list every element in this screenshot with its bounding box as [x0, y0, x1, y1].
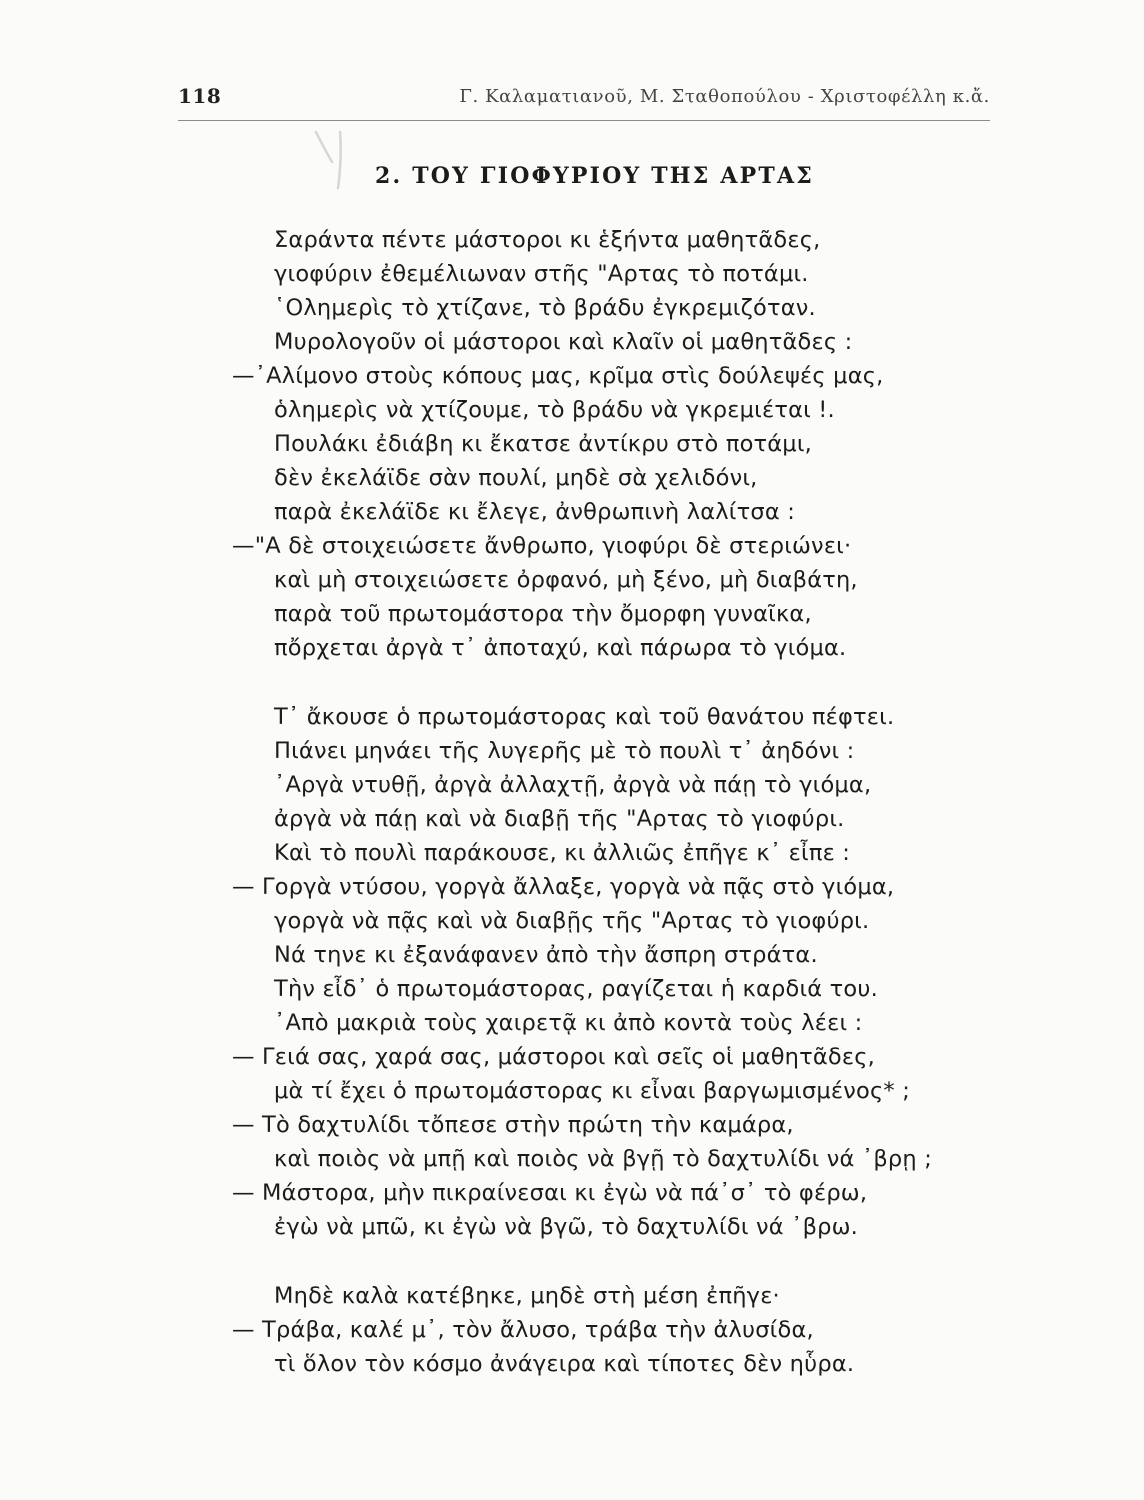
verse-line-15: Πιάνει μηνάει τῆς λυγερῆς μὲ τὸ πουλὶ τ᾽ ἀηδόνι : [274, 738, 855, 764]
verse-line-20: γοργὰ νὰ πᾷς καὶ νὰ διαβῇς τῆς "Αρτας τὸ γιοφύρι. [274, 908, 870, 934]
verse-line-21: Νά τηνε κι ἐξανάφανεν ἀπὸ τὴν ἄσπρη στράτα. [274, 942, 818, 968]
page-number: 118 [178, 84, 222, 108]
verse-line-26: — Τὸ δαχτυλίδι τὄπεσε στὴν πρώτη τὴν καμάρα, [232, 1112, 794, 1138]
verse-line-4: Μυρολογοῦν οἱ μάστοροι καὶ κλαῖν οἱ μαθητᾶδες : [274, 329, 853, 355]
verse-line-31: — Τράβα, καλέ μ᾽, τὸν ἄλυσο, τράβα τὴν ἀλυσίδα, [232, 1317, 814, 1343]
verse-line-32: τὶ ὅλον τὸν κόσμο ἀνάγειρα καὶ τίποτες δὲν ηὗρα. [274, 1351, 855, 1377]
verse-line-1: Σαράντα πέντε μάστοροι κι ἑξήντα μαθητᾶδες, [274, 227, 821, 253]
header-rule [178, 120, 990, 121]
verse-line-6: ὁλημερὶς νὰ χτίζουμε, τὸ βράδυ νὰ γκρεμιέται !. [274, 397, 835, 423]
poem-title: 2. ΤΟΥ ΓΙΟΦΥΡΙΟΥ ΤΗΣ ΑΡΤΑΣ [375, 163, 815, 189]
verse-line-17: ἀργὰ νὰ πάῃ καὶ νὰ διαβῇ τῆς "Αρτας τὸ γιοφύρι. [274, 806, 845, 832]
verse-line-25: μὰ τί ἔχει ὁ πρωτομάστορας κι εἶναι βαργωμισμένος* ; [274, 1078, 910, 1104]
verse-line-27: καὶ ποιὸς νὰ μπῇ καὶ ποιὸς νὰ βγῇ τὸ δαχτυλίδι νά ᾽βρῃ ; [274, 1146, 932, 1172]
verse-line-10: —"Α δὲ στοιχειώσετε ἄνθρωπο, γιοφύρι δὲ στεριώνει· [232, 533, 852, 559]
verse-line-2: γιοφύριν ἐθεμέλιωναν στῆς "Αρτας τὸ ποτάμι. [274, 261, 809, 287]
running-head: Γ. Καλαματιανοῦ, Μ. Σταθοπούλου - Χριστοφέλλη κ.ἄ. [459, 86, 990, 107]
verse-line-5: —᾽Αλίμονο στοὺς κόπους μας, κρῖμα στὶς δούλεψές μας, [232, 363, 884, 389]
verse-line-22: Τὴν εἶδ᾽ ὁ πρωτομάστορας, ραγίζεται ἡ καρδιά του. [274, 976, 878, 1002]
verse-line-18: Καὶ τὸ πουλὶ παράκουσε, κι ἀλλιῶς ἐπῆγε κ᾽ εἶπε : [274, 840, 851, 866]
verse-line-3: ῾Ολημερὶς τὸ χτίζανε, τὸ βράδυ ἐγκρεμιζόταν. [274, 295, 816, 321]
verse-line-14: Τ᾽ ἄκουσε ὁ πρωτομάστορας καὶ τοῦ θανάτου πέφτει. [274, 704, 895, 730]
verse-line-16: ᾽Αργὰ ντυθῇ, ἀργὰ ἀλλαχτῇ, ἀργὰ νὰ πάῃ τὸ γιόμα, [274, 772, 872, 798]
verse-line-7: Πουλάκι ἐδιάβη κι ἔκατσε ἀντίκρυ στὸ ποτάμι, [274, 431, 812, 457]
verse-line-13: πὄρχεται ἀργὰ τ᾽ ἀποταχύ, καὶ πάρωρα τὸ γιόμα. [274, 635, 847, 661]
verse-line-12: παρὰ τοῦ πρωτομάστορα τὴν ὄμορφη γυναῖκα, [274, 601, 812, 627]
verse-line-29: ἐγὼ νὰ μπῶ, κι ἐγὼ νὰ βγῶ, τὸ δαχτυλίδι νά ᾽βρω. [274, 1214, 859, 1240]
pencil-mark-icon [310, 128, 350, 198]
verse-line-9: παρὰ ἐκελάϊδε κι ἔλεγε, ἀνθρωπινὴ λαλίτσα : [274, 499, 795, 525]
page-header [178, 84, 990, 112]
verse-line-30: Μηδὲ καλὰ κατέβηκε, μηδὲ στὴ μέση ἐπῆγε· [274, 1283, 780, 1309]
verse-line-8: δὲν ἐκελάϊδε σὰν πουλί, μηδὲ σὰ χελιδόνι, [274, 465, 758, 491]
verse-line-28: — Μάστορα, μὴν πικραίνεσαι κι ἐγὼ νὰ πά᾽σ᾽ τὸ φέρω, [232, 1180, 868, 1206]
verse-line-11: καὶ μὴ στοιχειώσετε ὀρφανό, μὴ ξένο, μὴ διαβάτη, [274, 567, 858, 593]
verse-line-23: ᾽Απὸ μακριὰ τοὺς χαιρετᾷ κι ἀπὸ κοντὰ τοὺς λέει : [274, 1010, 863, 1036]
verse-line-24: — Γειά σας, χαρά σας, μάστοροι καὶ σεῖς οἱ μαθητᾶδες, [232, 1044, 875, 1070]
verse-line-19: — Γοργὰ ντύσου, γοργὰ ἄλλαξε, γοργὰ νὰ πᾷς στὸ γιόμα, [232, 874, 895, 900]
